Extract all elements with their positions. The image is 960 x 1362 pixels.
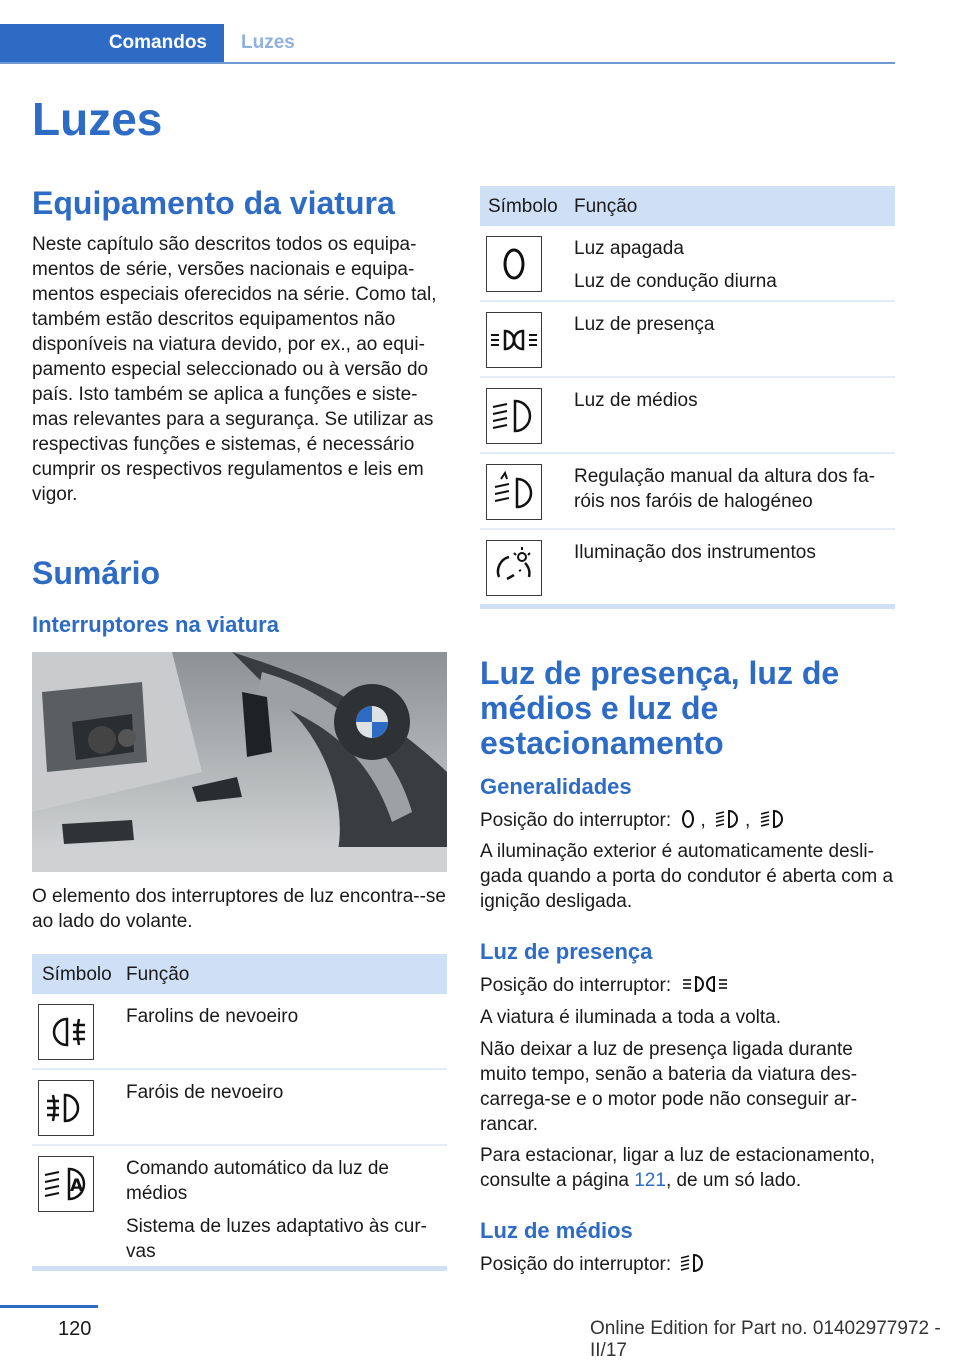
table-footer-bar	[480, 604, 895, 609]
footer-rule	[0, 1305, 98, 1308]
function-cell: Luz apagada Luz de condução diurna	[574, 238, 777, 292]
function-cell: Luz de presença	[574, 314, 715, 335]
page-number: 120	[58, 1318, 92, 1340]
page-link-121[interactable]: 121	[634, 1170, 666, 1191]
switch-positions-line: Posição do interruptor: , ,	[480, 808, 790, 833]
auto-low-beam-icon	[760, 808, 786, 830]
heading-luz-presenca: Luz de presença	[480, 939, 653, 964]
table-row	[480, 226, 895, 302]
header-simbolo: Símbolo	[42, 964, 112, 985]
heading-sumario: Sumário	[32, 555, 161, 591]
switch-position-medios: Posição do interruptor:	[480, 1252, 710, 1277]
tab-luzes[interactable]: Luzes	[241, 32, 295, 53]
instrument-lighting-icon	[486, 540, 542, 596]
headlight-range-icon	[486, 464, 542, 520]
paragraph-generalidades: A iluminação exterior é automaticamente desli-gada quando a porta do condutor é aberta com a ignição desligada.	[480, 841, 894, 912]
tab-comandos[interactable]: Comandos	[0, 24, 224, 62]
heading-equipamento: Equipamento da viatura	[32, 185, 395, 221]
table-row	[32, 994, 447, 1070]
table-row	[480, 530, 895, 604]
chapter-header	[0, 24, 895, 64]
header-funcao: Função	[574, 196, 638, 217]
switch-position-presenca: Posição do interruptor:	[480, 973, 734, 998]
fog-tail-light-icon	[38, 1004, 94, 1060]
low-beam-icon	[486, 388, 542, 444]
table-row	[480, 302, 895, 378]
caption-interruptores: O elemento dos interruptores de luz encontra--se ao lado do volante.	[32, 886, 446, 932]
header-funcao: Função	[126, 964, 190, 985]
table-row	[480, 454, 895, 530]
page-title: Luzes	[32, 93, 163, 145]
edition-note: Online Edition for Part no. 01402977972 - II/17	[590, 1318, 941, 1361]
function-cell: Faróis de nevoeiro	[126, 1082, 284, 1103]
table-header	[480, 186, 895, 226]
light-off-icon	[680, 808, 696, 830]
function-cell: Iluminação dos instrumentos	[574, 542, 816, 563]
table-row	[32, 1070, 447, 1146]
table-footer-bar	[32, 1266, 447, 1271]
heading-luz-medios: Luz de médios	[480, 1218, 633, 1243]
header-simbolo: Símbolo	[488, 196, 558, 217]
function-cell: Luz de médios	[574, 390, 698, 411]
front-fog-light-icon	[38, 1080, 94, 1136]
paragraph-presenca-3: Para estacionar, ligar a luz de estacionamento, consulte a página 121, de um só lado.	[480, 1145, 876, 1191]
low-beam-icon	[680, 1252, 706, 1274]
low-beam-icon	[715, 808, 741, 830]
symbols-table-left	[32, 954, 447, 1271]
table-row	[32, 1146, 447, 1266]
heading-generalidades: Generalidades	[480, 774, 632, 799]
svg-text:A: A	[70, 1176, 84, 1196]
dashboard-photo	[32, 652, 447, 872]
heading-interruptores: Interruptores na viatura	[32, 612, 279, 637]
function-cell: Comando automático da luz de médios Sistema de luzes adaptativo às cur-vas	[126, 1158, 427, 1262]
paragraph-presenca-2: Não deixar a luz de presença ligada durante muito tempo, senão a bateria da viatura des-carrega-se e o motor pode não conseguir ar-rancar.	[480, 1039, 858, 1135]
symbols-table-right	[480, 186, 895, 609]
auto-low-beam-icon	[38, 1156, 94, 1212]
function-cell: Farolins de nevoeiro	[126, 1006, 299, 1027]
heading-luz-presenca-medios: Luz de presença, luz de médios e luz de estacionamento	[480, 655, 840, 761]
parking-light-icon	[486, 312, 542, 368]
paragraph-presenca-1: A viatura é iluminada a toda a volta.	[480, 1007, 782, 1028]
table-header	[32, 954, 447, 994]
parking-light-icon	[680, 973, 730, 995]
light-off-icon	[486, 236, 542, 292]
function-cell: Regulação manual da altura dos fa-róis nos faróis de halogéneo	[574, 466, 876, 512]
table-row	[480, 378, 895, 454]
paragraph-equipamento: Neste capítulo são descritos todos os equipa-mentos de série, versões nacionais e equipa-mentos especiais oferecidos na série. Como tal, também estão descritos equipamentos não disponíveis na viatura devido, por ex., ao equi-pamento especial seleccionado ou à versão do país. Isto também se aplica a funções e siste-mas relevantes para a segurança. Se utilizar as respectivas funções e sistemas, é necessário cumprir os respectivos regulamentos e leis em vigor.	[32, 234, 437, 505]
